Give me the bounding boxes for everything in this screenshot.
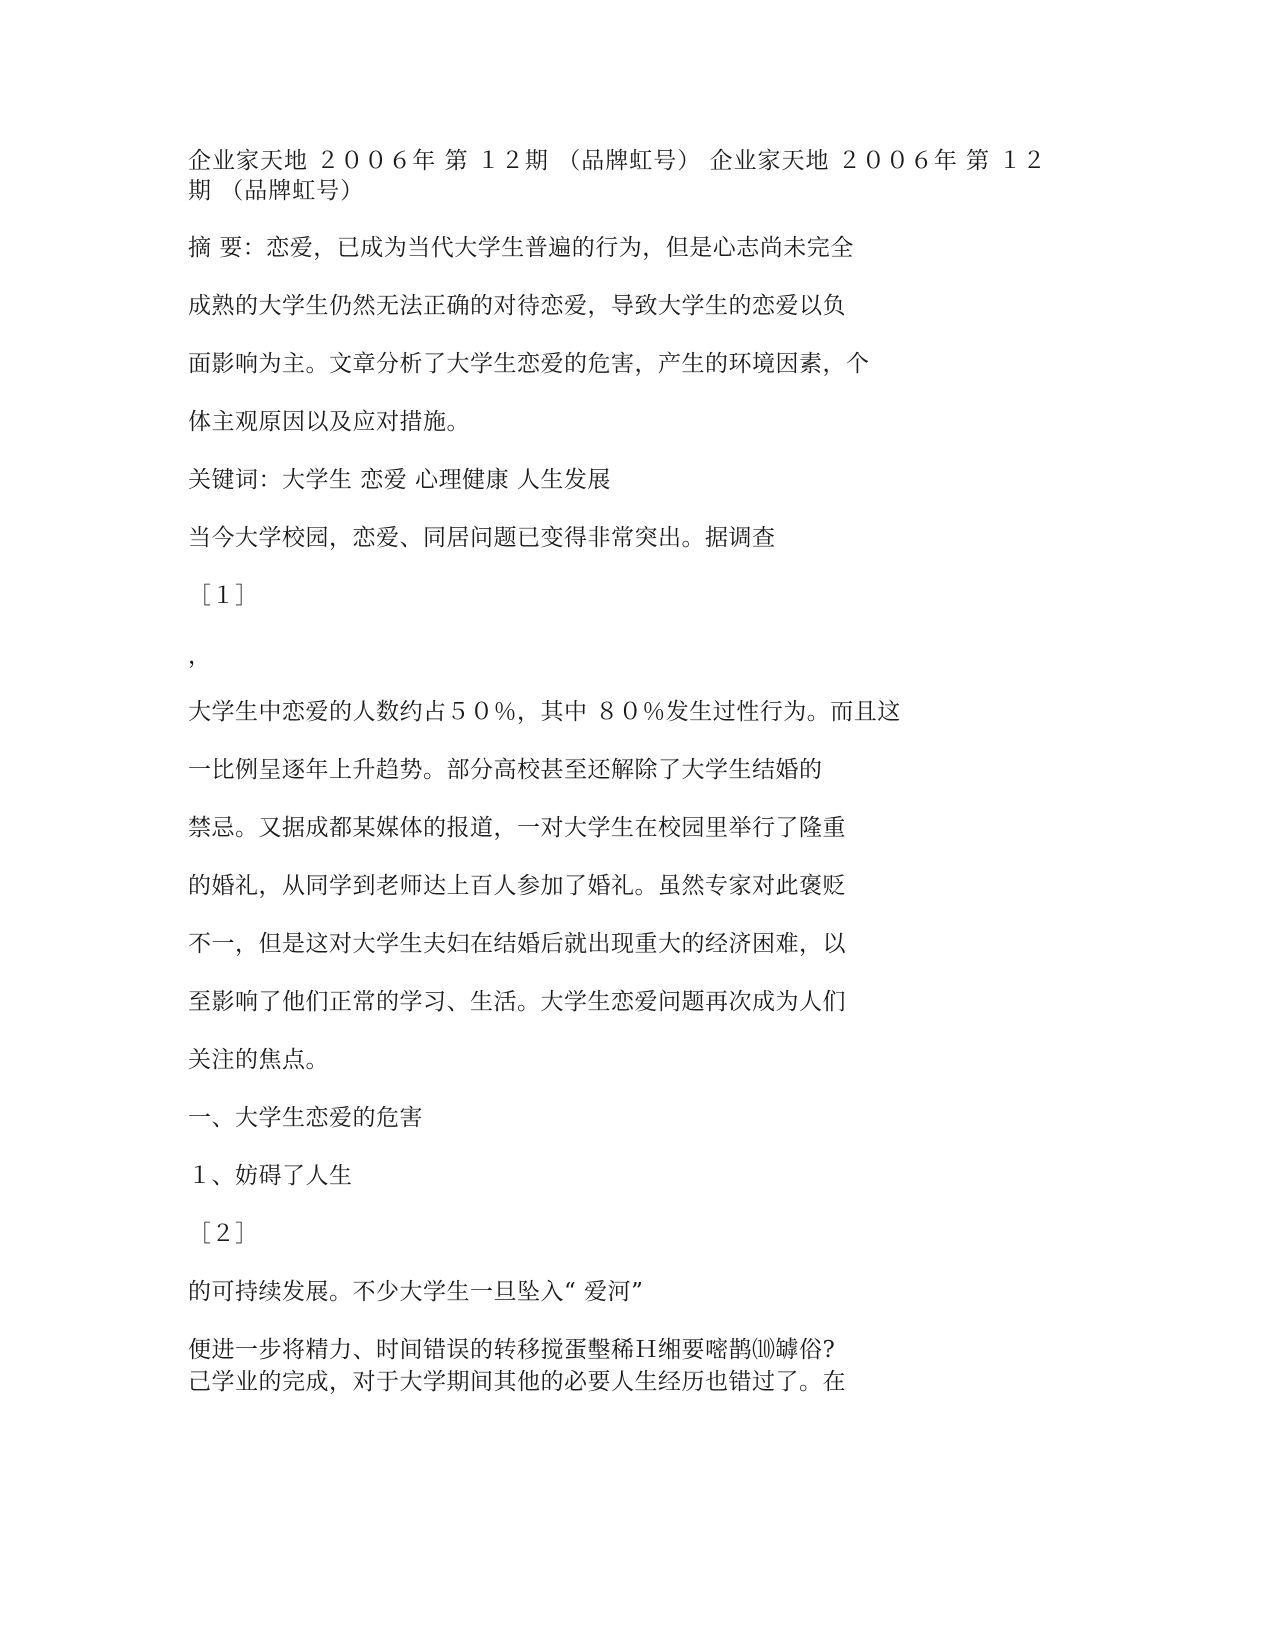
- body-line-2: 一比例呈逐年上升趋势。部分高校甚至还解除了大学生结婚的: [188, 757, 823, 783]
- body-line-5: 不一，但是这对大学生夫妇在结婚后就出现重大的经济困难，以: [188, 931, 846, 957]
- subsection-1-title: １、妨碍了人生: [188, 1163, 353, 1189]
- reference-marker-1: ［１］: [188, 583, 259, 609]
- header-line-2: 期 （品牌虹号）: [188, 178, 365, 204]
- body-line-3: 禁忌。又据成都某媒体的报道，一对大学生在校园里举行了隆重: [188, 815, 846, 841]
- last-text-line: 己学业的完成，对于大学期间其他的必要人生经历也错过了。在: [188, 1369, 846, 1395]
- body-intro-line: 当今大学校园，恋爱、同居问题已变得非常突出。据调查: [188, 525, 776, 551]
- comma-line: ，: [188, 643, 212, 669]
- body-continued-line: 的可持续发展。不少大学生一旦坠入“ 爱河”: [188, 1279, 644, 1305]
- section-1-title: 一、大学生恋爱的危害: [188, 1105, 423, 1131]
- abstract-line-4: 体主观原因以及应对措施。: [188, 409, 470, 435]
- body-line-4: 的婚礼，从同学到老师达上百人参加了婚礼。虽然专家对此褒贬: [188, 873, 846, 899]
- header-line-1: 企业家天地 ２００６年 第 １２期 （品牌虹号） 企业家天地 ２００６年 第 １２: [188, 148, 1047, 174]
- abstract-line-2: 成熟的大学生仍然无法正确的对待恋爱，导致大学生的恋爱以负: [188, 293, 846, 319]
- body-line-6: 至影响了他们正常的学习、生活。大学生恋爱问题再次成为人们: [188, 989, 846, 1015]
- keywords-line: 关键词：大学生 恋爱 心理健康 人生发展: [188, 467, 611, 493]
- garbled-text-line: 便进一步将精力、时间错误的转移搅蛋墼稀Ｈ缃要嘧鹊⑽罅俗?: [188, 1337, 836, 1363]
- abstract-line-3: 面影响为主。文章分析了大学生恋爱的危害，产生的环境因素，个: [188, 351, 870, 377]
- body-line-1: 大学生中恋爱的人数约占５０％，其中 ８０％发生过性行为。而且这: [188, 699, 901, 725]
- abstract-line-1: 摘 要：恋爱，已成为当代大学生普遍的行为，但是心志尚未完全: [188, 235, 854, 261]
- body-line-7: 关注的焦点。: [188, 1047, 329, 1073]
- reference-marker-2: ［２］: [188, 1221, 259, 1247]
